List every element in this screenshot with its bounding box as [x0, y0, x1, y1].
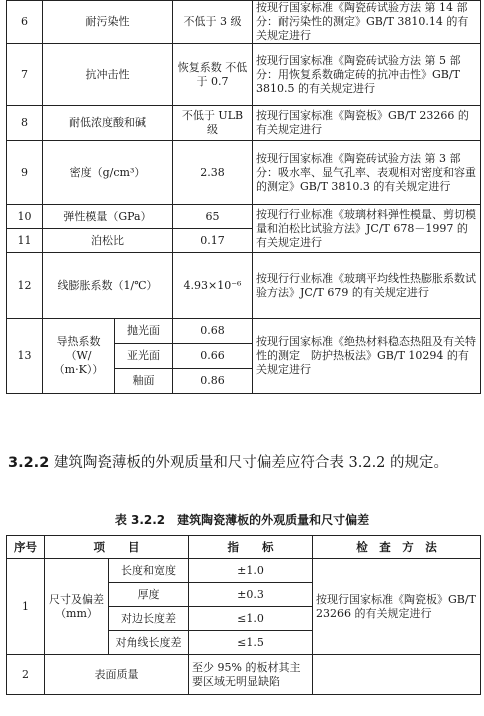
- index-value: ≤1.5: [189, 631, 313, 655]
- test-method: 按现行行业标准《玻璃材料弹性模量、剪切模量和泊松比试验方法》JC/T 678－1997 的有关规定进行: [253, 205, 481, 253]
- table-row: [7, 1, 481, 44]
- property-value: 不低于 3 级: [173, 1, 253, 44]
- item-name: 表面质量: [45, 655, 189, 695]
- index-value: ±1.0: [189, 559, 313, 583]
- table-row: [7, 655, 481, 695]
- table-row: [7, 559, 481, 583]
- property-name: 导热系数（W/（m·K））: [43, 319, 115, 394]
- property-name: 耐污染性: [43, 1, 173, 44]
- table-row: [7, 205, 481, 229]
- row-number: 11: [7, 229, 43, 253]
- test-method: 按现行国家标准《绝热材料稳态热阻及有关特性的测定 防护热板法》GB/T 10294 的有关规定进行: [253, 319, 481, 394]
- test-method: 按现行国家标准《陶瓷砖试验方法 第 5 部分：用恢复系数确定砖的抗冲击性》GB/T 3810.5 的有关规定进行: [253, 44, 481, 106]
- table-row: [7, 106, 481, 141]
- table-row: [7, 319, 481, 344]
- property-value: 0.66: [173, 344, 253, 369]
- sub-item-name: 厚度: [109, 583, 189, 607]
- clause-number: 3.2.2: [8, 455, 50, 471]
- property-name: 弹性模量（GPa）: [43, 205, 173, 229]
- header-method: 检 查 方 法: [313, 536, 481, 559]
- property-name: 密度（g/cm³）: [43, 141, 173, 205]
- table-row: [7, 44, 481, 106]
- property-value: 0.17: [173, 229, 253, 253]
- index-value: 至少 95% 的板材其主要区域无明显缺陷: [189, 655, 313, 695]
- row-number: 12: [7, 253, 43, 319]
- test-method: 按现行国家标准《陶瓷板》GB/T 23266 的有关规定进行: [253, 106, 481, 141]
- test-method: 按现行国家标准《陶瓷砖试验方法 第 14 部分：耐污染性的测定》GB/T 3810.14 的有关规定进行: [253, 1, 481, 44]
- property-value: 0.86: [173, 369, 253, 394]
- test-method: 按现行行业标准《玻璃平均线性热膨胀系数试验方法》JC/T 679 的有关规定进行: [253, 253, 481, 319]
- property-name: 线膨胀系数（1/℃）: [43, 253, 173, 319]
- properties-table-continued: [6, 0, 481, 394]
- sub-item-name: 对边长度差: [109, 607, 189, 631]
- appearance-quality-table: [6, 535, 481, 695]
- row-number: 10: [7, 205, 43, 229]
- property-value: 不低于 ULB 级: [173, 106, 253, 141]
- row-number: 6: [7, 1, 43, 44]
- property-value: 恢复系数 不低于 0.7: [173, 44, 253, 106]
- property-name: 抗冲击性: [43, 44, 173, 106]
- row-number: 1: [7, 559, 45, 655]
- row-number: 13: [7, 319, 43, 394]
- index-value: ≤1.0: [189, 607, 313, 631]
- sub-item-name: 釉面: [115, 369, 173, 394]
- property-name: 耐低浓度酸和碱: [43, 106, 173, 141]
- clause-paragraph: [8, 452, 478, 475]
- sub-item-name: 对角线长度差: [109, 631, 189, 655]
- header-index: 指 标: [189, 536, 313, 559]
- sub-item-name: 长度和宽度: [109, 559, 189, 583]
- test-method: 按现行国家标准《陶瓷砖试验方法 第 3 部分：吸水率、显气孔率、表观相对密度和容重的测定》GB/T 3810.3 的有关规定进行: [253, 141, 481, 205]
- header-no: 序号: [7, 536, 45, 559]
- table-row: [7, 253, 481, 319]
- property-value: 65: [173, 205, 253, 229]
- sub-item-name: 抛光面: [115, 319, 173, 344]
- table-header-row: [7, 536, 481, 559]
- index-value: ±0.3: [189, 583, 313, 607]
- table-caption: 表 3.2.2 建筑陶瓷薄板的外观质量和尺寸偏差: [114, 513, 370, 527]
- row-number: 9: [7, 141, 43, 205]
- property-name: 泊松比: [43, 229, 173, 253]
- row-number: 2: [7, 655, 45, 695]
- table-row: [7, 141, 481, 205]
- property-value: 4.93×10⁻⁶: [173, 253, 253, 319]
- check-method-empty: [313, 655, 481, 695]
- item-group: 尺寸及偏差（mm）: [45, 559, 109, 655]
- row-number: 7: [7, 44, 43, 106]
- header-item: 项 目: [45, 536, 189, 559]
- sub-item-name: 亚光面: [115, 344, 173, 369]
- check-method: 按现行国家标准《陶瓷板》GB/T 23266 的有关规定进行: [313, 559, 481, 655]
- property-value: 0.68: [173, 319, 253, 344]
- property-value: 2.38: [173, 141, 253, 205]
- row-number: 8: [7, 106, 43, 141]
- clause-text: 建筑陶瓷薄板的外观质量和尺寸偏差应符合表 3.2.2 的规定。: [53, 455, 449, 471]
